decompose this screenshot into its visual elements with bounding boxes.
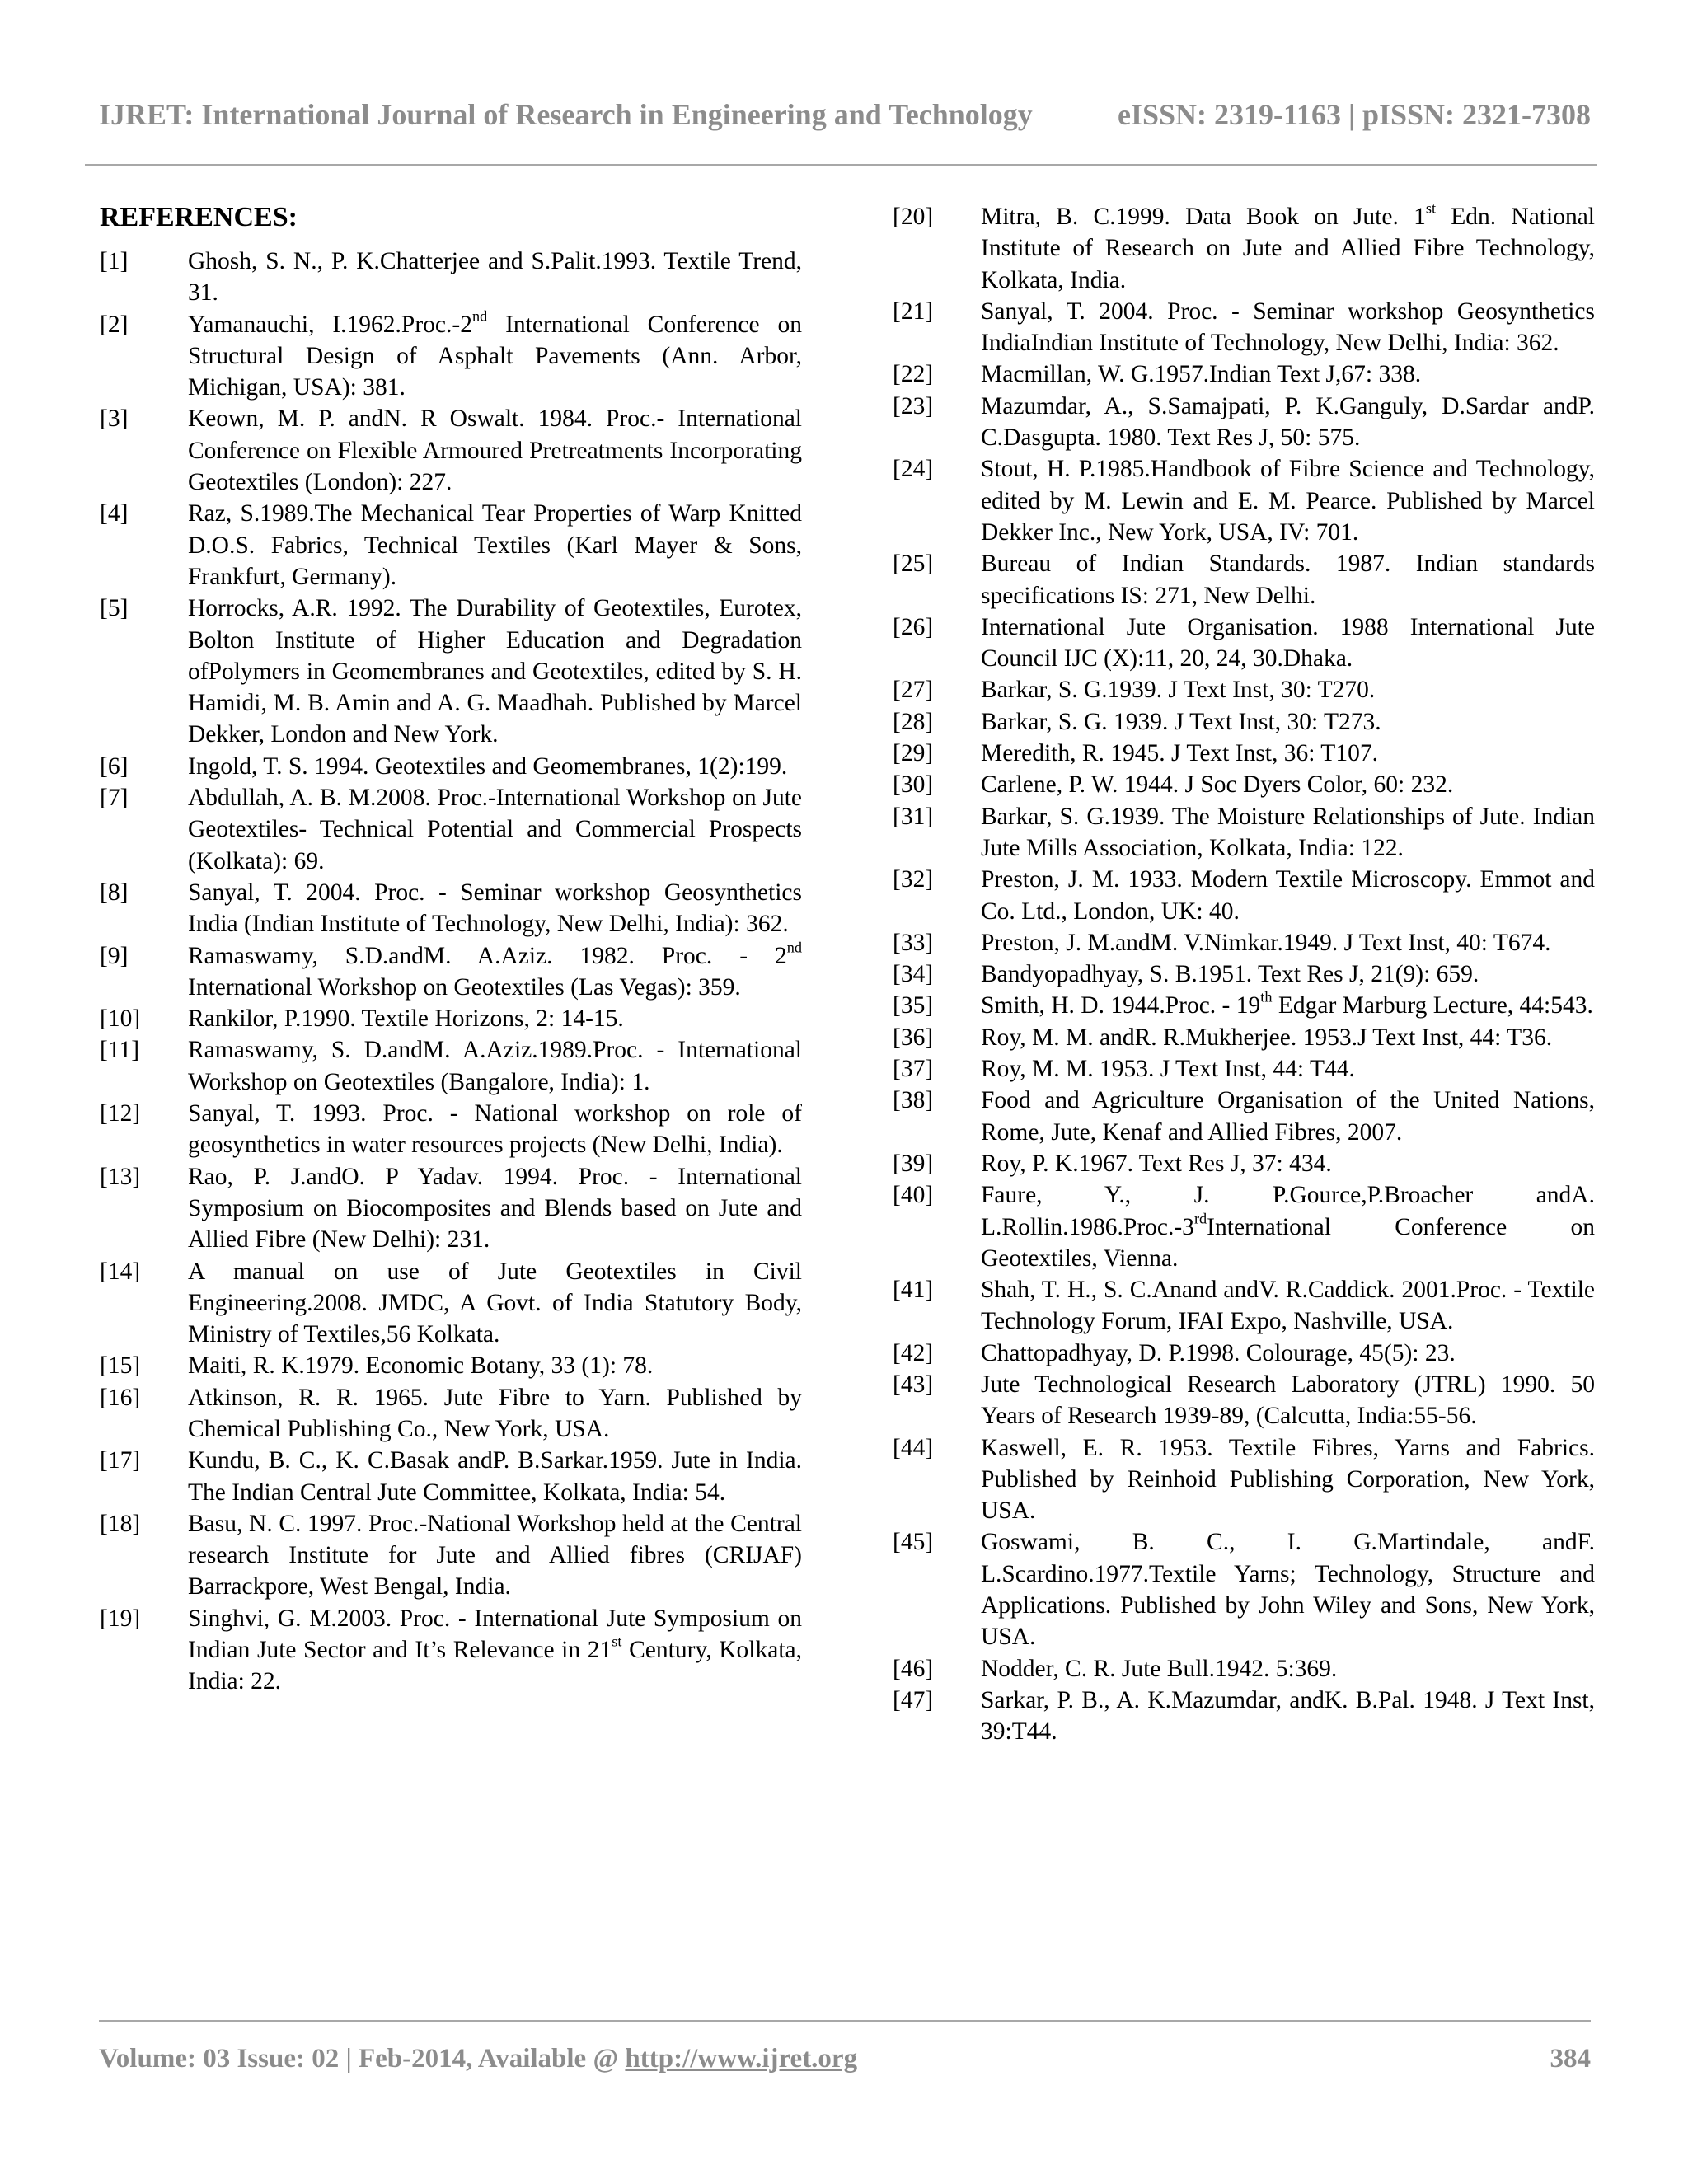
reference-number: [23] xyxy=(893,392,934,419)
reference-text: Carlene, P. W. 1944. J Soc Dyers Color, 60: 232. xyxy=(981,771,1454,799)
reference-text: Bureau of Indian Standards. 1987. Indian standards specifications IS: 271, New Delhi. xyxy=(981,551,1595,609)
reference-number: [30] xyxy=(893,771,934,799)
reference-item xyxy=(893,1148,1595,1179)
reference-item xyxy=(893,738,1595,769)
reference-text-part: Smith, H. D. 1944.Proc. - 19 xyxy=(981,992,1261,1019)
section-heading: REFERENCES: xyxy=(100,202,298,232)
reference-text: Jute Technological Research Laboratory (JTRL) 1990. 50 Years of Research 1939-89, (Calcutta, India:55-56. xyxy=(981,1371,1595,1430)
reference-item xyxy=(893,1369,1595,1432)
reference-number: [2] xyxy=(100,311,129,338)
page-header xyxy=(99,97,1591,143)
reference-text-part: International Workshop on Geotextiles (Las Vegas): 359. xyxy=(188,973,741,1001)
reference-number: [11] xyxy=(100,1037,140,1064)
issn-info: eISSN: 2319-1163 | pISSN: 2321-7308 xyxy=(1118,98,1591,131)
reference-item xyxy=(100,1508,802,1603)
reference-number: [29] xyxy=(893,740,934,767)
reference-item xyxy=(100,1098,802,1161)
reference-number: [45] xyxy=(893,1529,934,1556)
reference-item xyxy=(893,769,1595,800)
reference-number: [7] xyxy=(100,785,129,812)
reference-text: Maiti, R. K.1979. Economic Botany, 33 (1): 78. xyxy=(188,1352,654,1380)
reference-text: Barkar, S. G.1939. The Moisture Relationships of Jute. Indian Jute Mills Association, Kolkata, India: 122. xyxy=(981,803,1595,861)
references-column-right xyxy=(893,201,1595,1748)
references-column-left xyxy=(100,201,802,1698)
reference-text: Roy, M. M. andR. R.Mukherjee. 1953.J Text Inst, 44: T36. xyxy=(981,1024,1553,1051)
ordinal-superscript: st xyxy=(612,1633,622,1650)
reference-number: [25] xyxy=(893,551,934,578)
reference-item xyxy=(893,1022,1595,1053)
reference-item xyxy=(893,612,1595,675)
reference-text-part: Yamanauchi, I.1962.Proc.-2 xyxy=(188,311,472,338)
reference-item xyxy=(100,593,802,750)
reference-number: [46] xyxy=(893,1655,934,1682)
reference-item xyxy=(100,1350,802,1381)
reference-item xyxy=(893,1526,1595,1652)
reference-text: Chattopadhyay, D. P.1998. Colourage, 45(5): 23. xyxy=(981,1339,1456,1366)
reference-item xyxy=(893,1685,1595,1748)
reference-number: [40] xyxy=(893,1182,934,1209)
page-number: 384 xyxy=(1550,2044,1591,2074)
reference-text: Preston, J. M. 1933. Modern Textile Microscopy. Emmot and Co. Ltd., London, UK: 40. xyxy=(981,866,1595,925)
ordinal-superscript: st xyxy=(1425,199,1437,217)
volume-text: Volume: 03 Issue: 02 | Feb-2014, Available @ xyxy=(99,2044,626,2074)
reference-list-right xyxy=(893,201,1595,1748)
reference-number: [16] xyxy=(100,1384,141,1411)
reference-item xyxy=(893,201,1595,296)
reference-text: Keown, M. P. andN. R Oswalt. 1984. Proc.- International Conference on Flexible Armoured Pretreatments Incorporating Geotextiles (London): 227. xyxy=(188,405,802,496)
reference-number: [32] xyxy=(893,866,934,893)
reference-item xyxy=(100,940,802,1004)
reference-text-part: Ramaswamy, S.D.andM. A.Aziz. 1982. Proc. - 2 xyxy=(188,942,787,969)
reference-number: [31] xyxy=(893,803,934,830)
reference-item xyxy=(893,674,1595,705)
reference-item xyxy=(893,453,1595,548)
reference-item xyxy=(100,403,802,498)
reference-number: [36] xyxy=(893,1024,934,1051)
reference-text: International Jute Organisation. 1988 International Jute Council IJC (X):11, 20, 24, 30.Dhaka. xyxy=(981,613,1595,673)
ordinal-superscript: th xyxy=(1260,988,1273,1005)
reference-text: Roy, M. M. 1953. J Text Inst, 44: T44. xyxy=(981,1056,1355,1083)
reference-item xyxy=(893,1338,1595,1369)
reference-number: [17] xyxy=(100,1447,141,1474)
reference-item xyxy=(893,359,1595,390)
reference-item xyxy=(893,548,1595,612)
reference-text: Atkinson, R. R. 1965. Jute Fibre to Yarn. Published by Chemical Publishing Co., New York, USA. xyxy=(188,1384,802,1442)
reference-text: Ramaswamy, S. D.andM. A.Aziz.1989.Proc. - International Workshop on Geotextiles (Bangalore, India): 1. xyxy=(188,1037,802,1095)
reference-text: Goswami, B. C., I. G.Martindale, andF. L.Scardino.1977.Textile Yarns; Technology, Structure and Applications. Published by John Wiley and Sons, New York, USA. xyxy=(981,1529,1595,1651)
footer-divider xyxy=(99,2020,1591,2022)
reference-number: [28] xyxy=(893,708,934,735)
reference-text-part: International Conference on Geotextiles, Vienna. xyxy=(981,1213,1595,1272)
reference-number: [5] xyxy=(100,595,129,622)
reference-item xyxy=(893,391,1595,454)
reference-text xyxy=(981,1179,1595,1274)
reference-text: Nodder, C. R. Jute Bull.1942. 5:369. xyxy=(981,1655,1338,1682)
reference-text: Kundu, B. C., K. C.Basak andP. B.Sarkar.1959. Jute in India. The Indian Central Jute Committee, Kolkata, India: 54. xyxy=(188,1447,802,1506)
reference-item xyxy=(100,246,802,309)
reference-number: [24] xyxy=(893,456,934,483)
reference-item xyxy=(893,1053,1595,1085)
journal-link[interactable]: http://www.ijret.org xyxy=(625,2044,858,2074)
reference-item xyxy=(893,864,1595,927)
reference-number: [8] xyxy=(100,879,129,906)
reference-text: Abdullah, A. B. M.2008. Proc.-International Workshop on Jute Geotextiles- Technical Potential and Commercial Prospects (Kolkata): 69. xyxy=(188,785,802,874)
reference-item xyxy=(893,1653,1595,1685)
reference-item xyxy=(100,1382,802,1446)
reference-item xyxy=(893,801,1595,865)
reference-item xyxy=(893,1274,1595,1338)
reference-item xyxy=(100,1256,802,1351)
reference-number: [43] xyxy=(893,1371,934,1398)
reference-text: Horrocks, A.R. 1992. The Durability of Geotextiles, Eurotex, Bolton Institute of Higher Education and Degradation ofPolymers in Geomembranes and Geotextiles, edited by S. H. Hamidi, M. B. Amin and A. G. Maadhah. Published by Marcel Dekker, London and New York. xyxy=(188,595,802,748)
reference-text: Sanyal, T. 2004. Proc. - Seminar workshop Geosynthetics India (Indian Institute of Technology, New Delhi, India): 362. xyxy=(188,879,802,938)
reference-number: [41] xyxy=(893,1277,934,1304)
page-footer xyxy=(99,2044,1591,2085)
ordinal-superscript: rd xyxy=(1193,1209,1207,1226)
reference-text: Macmillan, W. G.1957.Indian Text J,67: 338. xyxy=(981,361,1422,388)
reference-text: Sanyal, T. 2004. Proc. - Seminar workshop Geosynthetics IndiaIndian Institute of Technology, New Delhi, India: 362. xyxy=(981,298,1595,357)
reference-number: [37] xyxy=(893,1056,934,1083)
reference-number: [44] xyxy=(893,1434,934,1461)
reference-item xyxy=(100,877,802,940)
reference-item xyxy=(100,498,802,593)
reference-item xyxy=(893,958,1595,990)
reference-text: Stout, H. P.1985.Handbook of Fibre Science and Technology, edited by M. Lewin and E. M. Pearce. Published by Marcel Dekker Inc., New York, USA, IV: 701. xyxy=(981,456,1595,546)
reference-text: Kaswell, E. R. 1953. Textile Fibres, Yarns and Fabrics. Published by Reinhoid Publishing Corporation, New York, USA. xyxy=(981,1434,1595,1525)
reference-item xyxy=(893,296,1595,359)
reference-number: [14] xyxy=(100,1258,141,1285)
ordinal-superscript: nd xyxy=(786,938,802,955)
reference-number: [26] xyxy=(893,613,934,640)
reference-item xyxy=(893,1179,1595,1274)
reference-list-left xyxy=(100,246,802,1698)
reference-text-part: Edn. National Institute of Research on Jute and Allied Fibre Technology, Kolkata, India. xyxy=(981,204,1595,293)
reference-text-part: Edgar Marburg Lecture, 44:543. xyxy=(1272,992,1593,1019)
reference-text: Sanyal, T. 1993. Proc. - National workshop on role of geosynthetics in water resources projects (New Delhi, India). xyxy=(188,1100,802,1159)
volume-info xyxy=(99,2044,857,2074)
reference-item xyxy=(893,1432,1595,1527)
reference-number: [42] xyxy=(893,1339,934,1366)
reference-item xyxy=(100,1034,802,1098)
reference-number: [21] xyxy=(893,298,934,325)
reference-item xyxy=(100,1003,802,1034)
reference-text: Meredith, R. 1945. J Text Inst, 36: T107. xyxy=(981,740,1378,767)
reference-item xyxy=(100,1161,802,1256)
reference-text-part: Faure, Y., J. P.Gource,P.Broacher andA. L.Rollin.1986.Proc.-3 xyxy=(981,1182,1595,1240)
reference-text: Preston, J. M.andM. V.Nimkar.1949. J Text Inst, 40: T674. xyxy=(981,929,1551,956)
reference-number: [27] xyxy=(893,677,934,704)
reference-item xyxy=(100,1603,802,1698)
reference-number: [1] xyxy=(100,248,129,274)
reference-item xyxy=(893,1085,1595,1148)
reference-number: [38] xyxy=(893,1087,934,1114)
reference-number: [19] xyxy=(100,1605,141,1632)
reference-number: [47] xyxy=(893,1686,934,1713)
reference-item xyxy=(100,1445,802,1508)
reference-text: Basu, N. C. 1997. Proc.-National Workshop held at the Central research Institute for Jute and Allied fibres (CRIJAF) Barrackpore, West Bengal, India. xyxy=(188,1510,802,1601)
reference-number: [15] xyxy=(100,1352,141,1380)
reference-item xyxy=(893,927,1595,958)
header-divider xyxy=(85,164,1597,166)
reference-number: [20] xyxy=(893,204,934,230)
journal-title: IJRET: International Journal of Research in Engineering and Technology xyxy=(99,98,1033,131)
reference-item xyxy=(100,782,802,877)
reference-text: Shah, T. H., S. C.Anand andV. R.Caddick. 2001.Proc. - Textile Technology Forum, IFAI Expo, Nashville, USA. xyxy=(981,1277,1595,1335)
reference-text-part: International Conference on Structural Design of Asphalt Pavements (Ann. Arbor, Michigan, USA): 381. xyxy=(188,311,802,401)
reference-number: [13] xyxy=(100,1163,141,1190)
reference-number: [10] xyxy=(100,1005,141,1033)
reference-text: Sarkar, P. B., A. K.Mazumdar, andK. B.Pal. 1948. J Text Inst, 39:T44. xyxy=(981,1686,1595,1746)
reference-number: [18] xyxy=(100,1510,141,1537)
reference-text: Barkar, S. G.1939. J Text Inst, 30: T270. xyxy=(981,677,1376,704)
reference-text: Rankilor, P.1990. Textile Horizons, 2: 14-15. xyxy=(188,1005,624,1033)
ordinal-superscript: nd xyxy=(471,307,488,324)
reference-text: Ghosh, S. N., P. K.Chatterjee and S.Palit.1993. Textile Trend, 31. xyxy=(188,248,802,307)
reference-number: [9] xyxy=(100,942,129,969)
reference-text xyxy=(981,990,1595,1021)
reference-text: Bandyopadhyay, S. B.1951. Text Res J, 21(9): 659. xyxy=(981,961,1479,988)
reference-number: [33] xyxy=(893,929,934,956)
reference-text-part: Singhvi, G. M.2003. Proc. - International Jute Symposium on Indian Jute Sector and It’s Relevance in 21 xyxy=(188,1605,802,1664)
reference-number: [34] xyxy=(893,961,934,988)
reference-text xyxy=(981,201,1595,296)
reference-text xyxy=(188,309,802,404)
reference-item xyxy=(100,751,802,782)
reference-number: [4] xyxy=(100,500,129,527)
reference-text-part: Mitra, B. C.1999. Data Book on Jute. 1 xyxy=(981,204,1426,230)
reference-item xyxy=(893,706,1595,738)
reference-number: [6] xyxy=(100,752,129,780)
reference-number: [35] xyxy=(893,992,934,1019)
reference-text: Barkar, S. G. 1939. J Text Inst, 30: T273. xyxy=(981,708,1381,735)
reference-text: Rao, P. J.andO. P Yadav. 1994. Proc. - International Symposium on Biocomposites and Blends based on Jute and Allied Fibre (New Delhi): 231. xyxy=(188,1163,802,1254)
reference-text xyxy=(188,940,802,1004)
reference-text: Food and Agriculture Organisation of the United Nations, Rome, Jute, Kenaf and Allied Fibres, 2007. xyxy=(981,1087,1595,1146)
reference-text: Ingold, T. S. 1994. Geotextiles and Geomembranes, 1(2):199. xyxy=(188,752,788,780)
reference-text-part: Century, Kolkata, India: 22. xyxy=(188,1637,802,1695)
reference-text: Roy, P. K.1967. Text Res J, 37: 434. xyxy=(981,1150,1332,1177)
reference-text: A manual on use of Jute Geotextiles in Civil Engineering.2008. JMDC, A Govt. of India Statutory Body, Ministry of Textiles,56 Kolkata. xyxy=(188,1258,802,1348)
reference-number: [22] xyxy=(893,361,934,388)
reference-number: [39] xyxy=(893,1150,934,1177)
reference-text: Raz, S.1989.The Mechanical Tear Properties of Warp Knitted D.O.S. Fabrics, Technical Textiles (Karl Mayer & Sons, Frankfurt, Germany). xyxy=(188,500,802,590)
reference-item xyxy=(893,990,1595,1021)
reference-text xyxy=(188,1603,802,1698)
reference-number: [3] xyxy=(100,405,129,433)
reference-item xyxy=(100,309,802,404)
reference-text: Mazumdar, A., S.Samajpati, P. K.Ganguly, D.Sardar andP. C.Dasgupta. 1980. Text Res J, 50: 575. xyxy=(981,392,1595,452)
reference-number: [12] xyxy=(100,1100,141,1127)
